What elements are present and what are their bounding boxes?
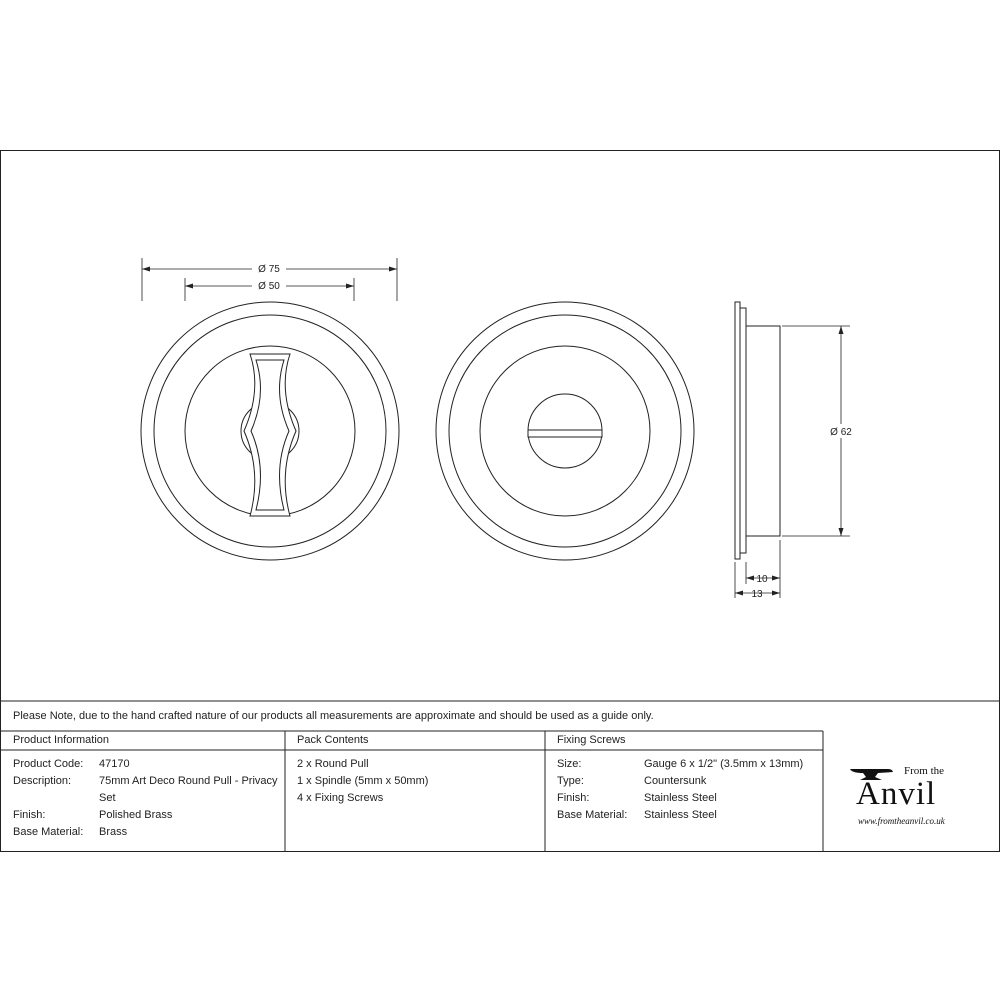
base-material-label: Base Material: [13,826,84,838]
pack-contents-list [297,756,428,807]
dim-label-75: Ø 75 [258,264,280,275]
from-the-anvil-logo [848,762,978,826]
drawing-sheet [0,150,1000,852]
pack-item: 1 x Spindle (5mm x 50mm) [297,775,429,787]
side-view [735,302,780,559]
dim-label-13: 13 [751,589,763,600]
technical-drawing [0,150,1000,852]
dim-label-50: Ø 50 [258,281,280,292]
screw-material-label: Base Material: [557,809,628,821]
sheet-border [1,151,1000,852]
product-code-value: 47170 [99,758,130,770]
logo-url: www.fromtheanvil.co.uk [858,816,945,826]
screw-type-label: Type: [557,775,584,787]
side-body [746,326,780,536]
product-info-values [99,756,278,841]
description-label: Description: [13,775,72,787]
description-cont-label [13,790,83,807]
dim-label-10: 10 [756,574,768,585]
side-flange [735,302,740,559]
fixing-screws-header: Fixing Screws [557,734,626,746]
description-cont-value: Set [99,792,116,804]
screw-size-label: Size: [557,758,582,770]
finish-label: Finish: [13,809,46,821]
front-view-turn [436,302,694,560]
logo-from-the: From the [904,765,945,777]
screw-size-value: Gauge 6 x 1/2" (3.5mm x 13mm) [644,758,804,770]
description-value: 75mm Art Deco Round Pull - Privacy [99,775,278,787]
pack-contents-header: Pack Contents [297,734,369,746]
screw-finish-label: Finish: [557,792,590,804]
turn-slot [528,430,602,437]
pack-item: 2 x Round Pull [297,758,369,770]
screw-type-value: Countersunk [644,775,707,787]
pack-item: 4 x Fixing Screws [297,792,384,804]
fixing-screws-labels [557,756,627,824]
front-view-pull [141,302,399,560]
product-info-labels [13,756,83,841]
fixing-screws-values [644,756,803,824]
dim-label-62: Ø 62 [830,427,852,438]
product-code-label: Product Code: [13,758,84,770]
screw-finish-value: Stainless Steel [644,792,717,804]
side-step [740,308,746,553]
finish-value: Polished Brass [99,809,173,821]
logo-anvil-text: Anvil [856,776,937,812]
product-info-header: Product Information [13,734,109,746]
screw-material-value: Stainless Steel [644,809,717,821]
disclaimer-note: Please Note, due to the hand crafted nature of our products all measurements are approximate and should be used as a guide only. [13,710,654,722]
base-material-value: Brass [99,826,128,838]
handle-outline [244,354,296,516]
